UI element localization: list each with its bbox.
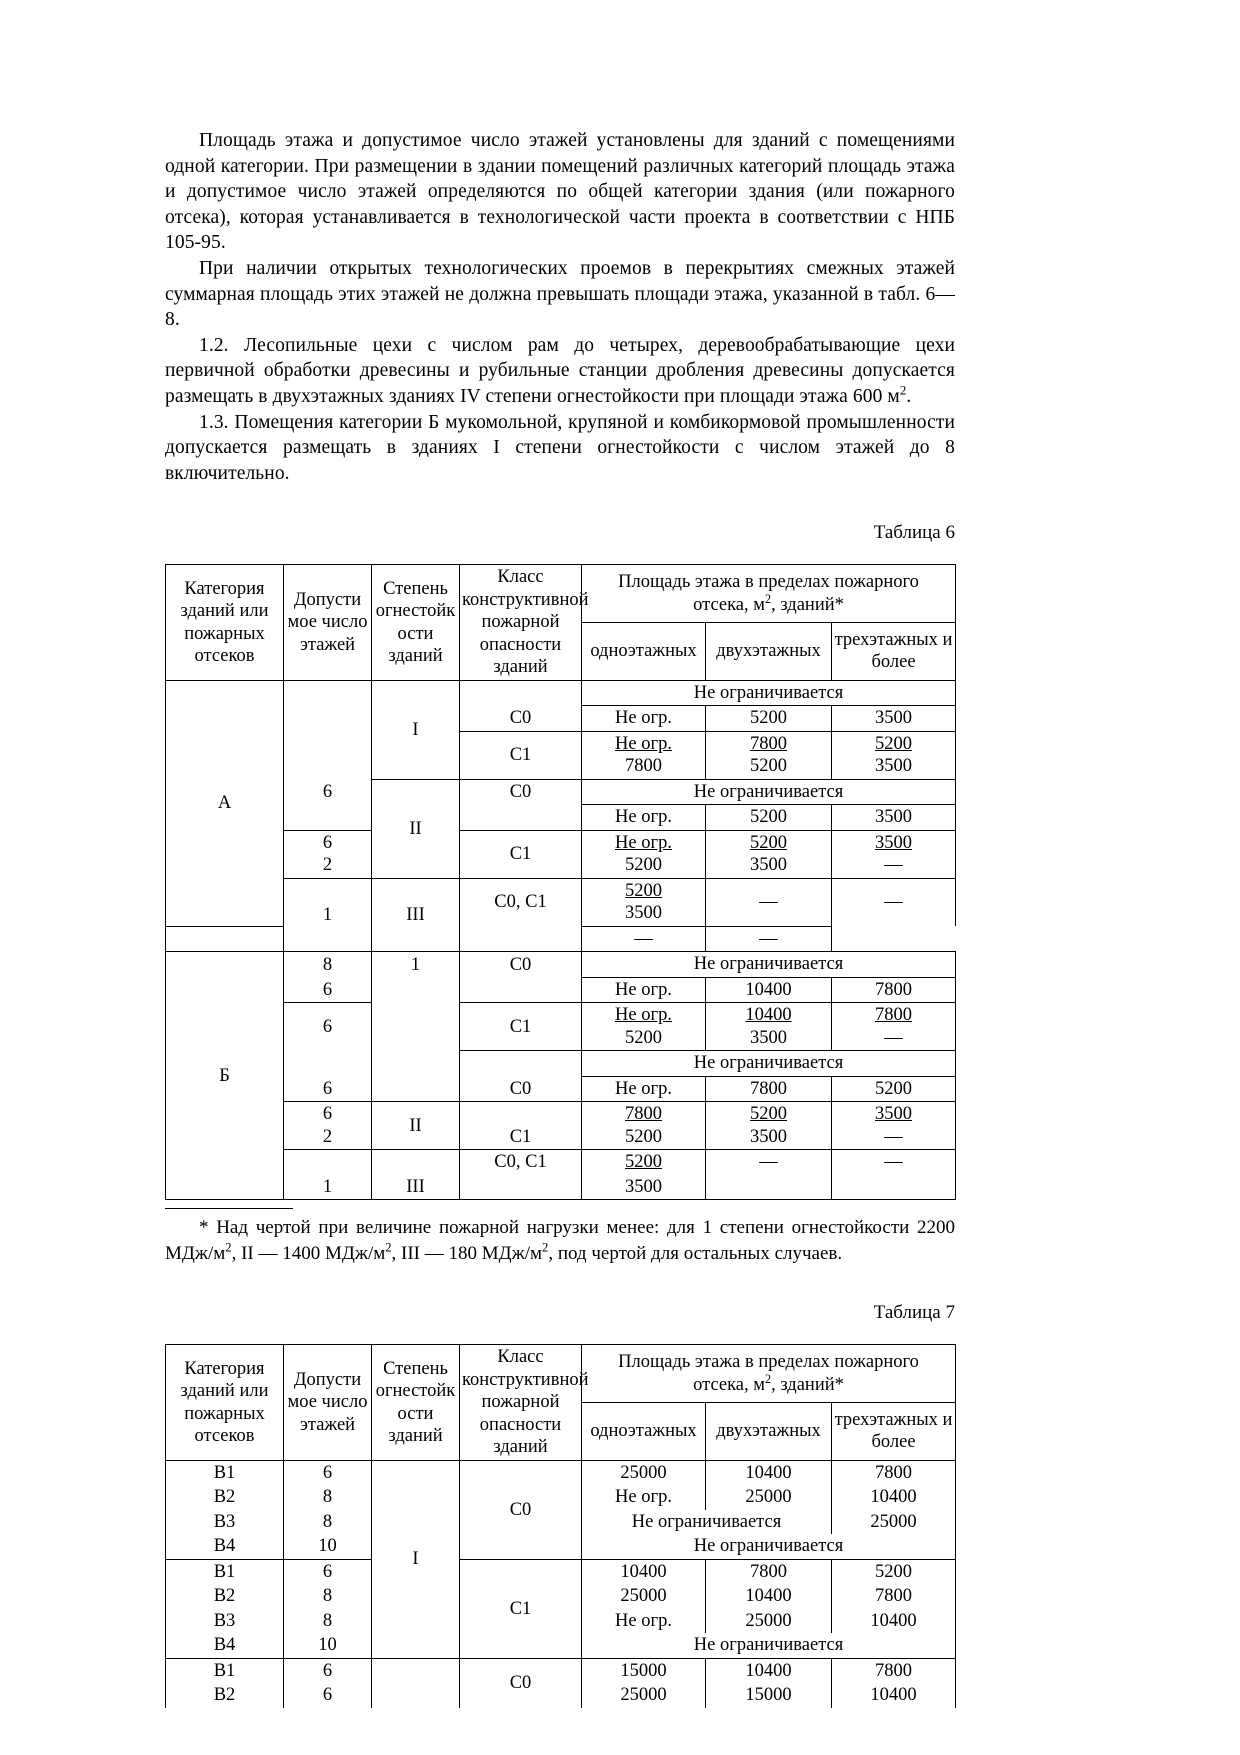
th-two-storey: двухэтажных — [706, 623, 832, 681]
table6-row-b-i-c1 — [166, 1003, 956, 1051]
table6-row-a-ii-c0-unl — [166, 779, 956, 805]
cell-b-ii-unlimited: Не ограничивается — [582, 1051, 956, 1077]
table6-row-b-ii-c0 — [166, 1076, 956, 1102]
cell-b-ii-c1-two-bot: 3500 — [750, 1126, 787, 1147]
paragraph-3 — [165, 333, 955, 410]
cell-a-i-c0: С0 — [460, 706, 582, 732]
t7-three-4: 5200 — [832, 1559, 956, 1584]
t7-floors-9: 6 — [284, 1683, 372, 1708]
cell-a-ii-unlimited: Не ограничивается — [582, 779, 956, 805]
cell-a-iii-one-top: 5200 — [625, 880, 662, 901]
cell-a-ii-c1-two-top: 5200 — [750, 832, 787, 853]
cell-b-ii-c1-one-top: 7800 — [625, 1104, 662, 1125]
cell-a-i-c0-three: 3500 — [832, 706, 956, 732]
cell-a-ii-c0-one: Не огр. — [582, 805, 706, 831]
cell-b-i-c0: С0 — [460, 952, 582, 978]
table6-row-b-ii-c1 — [166, 1102, 956, 1150]
t7-th-area-group — [582, 1345, 956, 1403]
cell-b-floors-1: 1 — [284, 1175, 372, 1200]
cell-a-ii-c1-three-top: 3500 — [875, 832, 912, 853]
t7-one-4: 10400 — [582, 1559, 706, 1584]
table6-row-b-iii-last — [166, 1175, 956, 1200]
cell-b-ii-c1-one-bot: 5200 — [625, 1126, 662, 1147]
footnote-sup-3: 2 — [542, 1240, 549, 1255]
t7-one-1: Не огр. — [582, 1485, 706, 1510]
paragraph-3-text: 1.2. Лесопильные цехи с числом рам до четырех, деревообрабатывающие цехи первичной обработки древесины и рубильные станции дробления древесины допускается размещать в двухэтажных зданиях IV степени огнестойкости при площади этажа 600 м — [165, 334, 955, 407]
paragraph-2: При наличии открытых технологических проемов в перекрытиях смежных этажей суммарная площадь этих этажей не должна превышать площади этажа, указанной в табл. 6—8. — [165, 257, 955, 331]
cell-a-ii-c1-three — [832, 830, 956, 878]
cell-b-floors-blank-2 — [284, 1150, 372, 1175]
t7-two-5: 10400 — [706, 1584, 832, 1609]
t7-th-area-post: , зданий* — [771, 1374, 844, 1395]
cell-a-i-c1-two-top: 7800 — [750, 733, 787, 754]
cell-a-ii-c1: С1 — [460, 830, 582, 878]
cell-b-floors-8: 8 — [284, 952, 372, 978]
cell-b-i-c1-two — [706, 1003, 832, 1051]
cell-b-ii-c1-one — [582, 1102, 706, 1150]
cell-a-iii-last-two: — — [582, 926, 706, 952]
table6-row-a-i-c1 — [166, 731, 956, 779]
cell-b-ii-c1-three-bot: — — [884, 1126, 903, 1147]
cell-a-ii-c1-two — [706, 830, 832, 878]
cell-a-i-c1-one-bot: 7800 — [625, 756, 662, 777]
t7-cat-8: В1 — [166, 1658, 284, 1683]
cell-b-ii-c1 — [460, 1102, 582, 1150]
cell-b-iii-one — [582, 1150, 706, 1175]
cell-a-i-c1-two-bot: 5200 — [750, 756, 787, 777]
cell-a-ii-c1-one-top: Не огр. — [615, 832, 672, 853]
cell-b-floors-2: 2 — [322, 1126, 333, 1147]
t7-floors-4: 6 — [284, 1559, 372, 1584]
cell-a-i-c0-blank — [460, 680, 582, 706]
t7-full-3: Не ограничивается — [582, 1534, 956, 1559]
cell-a-ii-c1-three-bot: — — [884, 855, 903, 876]
t7-th-one-storey: одноэтажных — [582, 1403, 706, 1461]
cell-b-ii-c0: С0 — [460, 1076, 582, 1102]
cell-b-i-unlimited: Не ограничивается — [582, 952, 956, 978]
table7-row-9 — [166, 1658, 956, 1683]
cell-a-degree-3: III — [372, 878, 460, 952]
cell-b-i-c0-three: 7800 — [832, 977, 956, 1003]
cell-b-floors-6a: 6 — [284, 977, 372, 1003]
t7-th-class: Класс конструктивной пожарной опасности зданий — [460, 1345, 582, 1461]
paragraph-3-tail: . — [906, 385, 912, 407]
table6-row-a-unlimited-1 — [166, 680, 956, 706]
cell-a-iii-last-one — [460, 926, 582, 952]
cell-b-i-c1-one-top: Не огр. — [615, 1005, 672, 1026]
cell-b-degree-3: III — [372, 1175, 460, 1200]
th-one-storey: одноэтажных — [582, 623, 706, 681]
t7-class-c0-2: С0 — [460, 1658, 582, 1708]
t7-floors-2: 8 — [284, 1510, 372, 1535]
cell-b-floors-62 — [284, 1102, 372, 1150]
cell-a-iii-three: — — [832, 878, 956, 926]
cell-a-iii-two: — — [706, 878, 832, 926]
th-area-sup: 2 — [764, 591, 772, 606]
t7-one-0: 25000 — [582, 1460, 706, 1485]
cell-b-floors-6b: 6 — [284, 1003, 372, 1051]
t7-cat-0: В1 — [166, 1460, 284, 1485]
cell-b-degree-1: 1 — [372, 952, 460, 978]
t7-three-5: 7800 — [832, 1584, 956, 1609]
cell-b-degree-2: II — [372, 1102, 460, 1150]
t7-floors-8: 6 — [284, 1658, 372, 1683]
t7-class-c1-1: С1 — [460, 1559, 582, 1658]
t7-th-fire-resistance: Степень огнестойк ости зданий — [372, 1345, 460, 1461]
cell-b-ii-c0-one: Не огр. — [582, 1076, 706, 1102]
cell-a-i-c1-one-top: Не огр. — [615, 733, 672, 754]
t7-three-8: 7800 — [832, 1658, 956, 1683]
table6-footnote — [165, 1215, 955, 1266]
cell-b-iii-last-three — [832, 1175, 956, 1200]
t7-cat-6: В3 — [166, 1609, 284, 1634]
cell-b-ii-c0-two: 7800 — [706, 1076, 832, 1102]
th-area-group-line1: Площадь этажа в пределах пожарного — [618, 572, 919, 593]
cell-a-floors-6a: 6 — [284, 779, 372, 805]
t7-th-two-storey: двухэтажных — [706, 1403, 832, 1461]
t7-th-three-storey: трехэтажных и более — [832, 1403, 956, 1461]
cell-a-floors-6b: 6 — [322, 832, 333, 853]
cell-b-floors-6d: 6 — [322, 1104, 333, 1125]
t7-th-area-sup: 2 — [764, 1371, 772, 1386]
footnote-separator-rule — [165, 1208, 293, 1209]
th-area-group — [582, 565, 956, 623]
cell-b-ii-c0-three: 5200 — [832, 1076, 956, 1102]
t7-three-9: 10400 — [832, 1683, 956, 1708]
cell-b-floors-6c: 6 — [284, 1076, 372, 1102]
t7-two-0: 10400 — [706, 1460, 832, 1485]
t7-two-4: 7800 — [706, 1559, 832, 1584]
cell-a-i-c1-three-top: 5200 — [875, 733, 912, 754]
cell-b-ii-c1-blank — [462, 1103, 579, 1126]
cell-a-ii-c0-two: 5200 — [706, 805, 832, 831]
table6-row-b-iii — [166, 1150, 956, 1175]
cell-a-floors-1: 1 — [284, 878, 372, 952]
cell-b-i-c1-two-bot: 3500 — [750, 1027, 787, 1048]
cell-b-i-c1-three-top: 7800 — [875, 1005, 912, 1026]
footnote-sup-1: 2 — [225, 1240, 232, 1255]
cell-category-b: Б — [166, 952, 284, 1200]
t7-degree-blank — [372, 1658, 460, 1708]
t7-class-c0-1: С0 — [460, 1460, 582, 1559]
cell-b-floors-blank-1 — [284, 1051, 372, 1077]
t7-three-6: 10400 — [832, 1609, 956, 1634]
cell-b-i-c1: С1 — [460, 1003, 582, 1051]
cell-a-ii-c0-three: 3500 — [832, 805, 956, 831]
t7-floors-5: 8 — [284, 1584, 372, 1609]
footnote-mid1: , II — 1400 МДж/м — [231, 1242, 386, 1264]
t7-span-2: Не ограничивается — [582, 1510, 832, 1535]
t7-degree-1: I — [372, 1460, 460, 1658]
t7-floors-1: 8 — [284, 1485, 372, 1510]
table6-row-a-iii — [166, 878, 956, 926]
cell-b-iii-three: — — [832, 1150, 956, 1175]
cell-b-iii-c0c1: С0, С1 — [460, 1150, 582, 1175]
cell-a-floors-blank-2 — [284, 731, 372, 779]
table6-row-b-ii-unl — [166, 1051, 956, 1077]
cell-b-iii-last-two — [706, 1175, 832, 1200]
cell-a-ii-c1-one — [582, 830, 706, 878]
table-6 — [165, 564, 956, 1200]
cell-b-i-c1-one — [582, 1003, 706, 1051]
cell-b-degree-1-cont — [372, 977, 460, 1102]
cell-b-ii-c1-label: С1 — [509, 1126, 532, 1147]
th-area-group-line2 — [584, 591, 953, 617]
cell-a-floors-blank — [284, 680, 372, 731]
table6-header-row-1 — [166, 565, 956, 623]
cell-a-i-c0-two: 5200 — [706, 706, 832, 732]
t7-cat-1: В2 — [166, 1485, 284, 1510]
t7-th-area-group-line1: Площадь этажа в пределах пожарного — [618, 1352, 919, 1373]
t7-cat-2: В3 — [166, 1510, 284, 1535]
t7-two-1: 25000 — [706, 1485, 832, 1510]
cell-b-ii-c1-two-top: 5200 — [750, 1104, 787, 1125]
th-class: Класс конструктивной пожарной опасности зданий — [460, 565, 582, 681]
cell-b-i-c0-one: Не огр. — [582, 977, 706, 1003]
cell-a-iii-one — [582, 878, 706, 926]
th-fire-resistance: Степень огнестойк ости зданий — [372, 565, 460, 681]
th-category: Категория зданий или пожарных отсеков — [166, 565, 284, 681]
cell-b-ii-c1-three — [832, 1102, 956, 1150]
page-body-column — [165, 128, 955, 1708]
cell-b-iii-one-bot: 3500 — [582, 1175, 706, 1200]
paragraph-3-superscript: 2 — [899, 383, 907, 398]
t7-floors-3: 10 — [284, 1534, 372, 1559]
cell-b-iii-one-top: 5200 — [625, 1152, 662, 1173]
cell-a-floors-62 — [284, 830, 372, 878]
th-area-post: , зданий* — [771, 594, 844, 615]
t7-three-0: 7800 — [832, 1460, 956, 1485]
footnote-post: , под чертой для остальных случаев. — [548, 1242, 843, 1264]
cell-a-i-unlimited: Не ограничивается — [582, 680, 956, 706]
paragraph-4: 1.3. Помещения категории Б мукомольной, крупяной и комбикормовой промышленности допускается размещать в зданиях I степени огнестойкости с числом этажей до 8 включительно. — [165, 411, 955, 484]
cell-a-ii-c0: С0 — [460, 779, 582, 805]
t7-cat-4: В1 — [166, 1559, 284, 1584]
cell-a-floors-blank-3 — [284, 805, 372, 831]
paragraph-1: Площадь этажа и допустимое число этажей установлены для зданий с помещениями одной категории. При размещении в здании помещений различных категорий площадь этажа и допустимое число этажей определяются по общей категории здания (или пожарного отсека), которая устанавливается в технологической части проекта в соответствии с НПБ 105-95. — [165, 130, 955, 254]
cell-b-ii-c0-blank-top — [460, 1051, 582, 1077]
cell-a-ii-c1-two-bot: 3500 — [750, 855, 787, 876]
t7-one-6: Не огр. — [582, 1609, 706, 1634]
cell-a-degree-1: I — [372, 680, 460, 779]
th-area-pre: отсека, м — [693, 594, 765, 615]
t7-full-7: Не ограничивается — [582, 1633, 956, 1658]
t7-th-floors: Допусти мое число этажей — [284, 1345, 372, 1461]
t7-three-2: 25000 — [832, 1510, 956, 1535]
cell-a-i-c1: С1 — [460, 731, 582, 779]
th-floors: Допусти мое число этажей — [284, 565, 372, 681]
t7-two-8: 10400 — [706, 1658, 832, 1683]
cell-a-ii-c0-blank — [460, 805, 582, 831]
cell-b-ii-c1-three-top: 3500 — [875, 1104, 912, 1125]
cell-b-i-c1-three — [832, 1003, 956, 1051]
table7-caption: Таблица 7 — [873, 1302, 955, 1324]
table7-row-5 — [166, 1559, 956, 1584]
table6-row-b-i-unl — [166, 952, 956, 978]
cell-a-i-c1-two — [706, 731, 832, 779]
footnote-pre: * Над чертой при величине пожарной нагрузки менее: для 1 степени огнестойкости 2200 МДж/м — [165, 1217, 955, 1264]
table-7 — [165, 1344, 956, 1708]
th-three-storey: трехэтажных и более — [832, 623, 956, 681]
cell-b-iii-two: — — [706, 1150, 832, 1175]
footnote-mid2: , III — 180 МДж/м — [391, 1242, 543, 1264]
cell-a-degree-2: II — [372, 779, 460, 878]
cell-a-floors-2: 2 — [322, 855, 333, 876]
t7-floors-6: 8 — [284, 1609, 372, 1634]
t7-cat-5: В2 — [166, 1584, 284, 1609]
cell-category-a: А — [166, 680, 284, 926]
t7-cat-7: В4 — [166, 1633, 284, 1658]
cell-b-ii-c1-two — [706, 1102, 832, 1150]
cell-b-i-c1-one-bot: 5200 — [625, 1027, 662, 1048]
t7-floors-0: 6 — [284, 1460, 372, 1485]
cell-a-i-c1-three-bot: 3500 — [875, 756, 912, 777]
cell-a-iii-c0c1: С0, С1 — [460, 878, 582, 926]
t7-one-8: 15000 — [582, 1658, 706, 1683]
t7-th-category: Категория зданий или пожарных отсеков — [166, 1345, 284, 1461]
t7-th-area-pre: отсека, м — [693, 1374, 765, 1395]
cell-b-iii-last-class — [460, 1175, 582, 1200]
t7-cat-9: В2 — [166, 1683, 284, 1708]
table7-row-1 — [166, 1460, 956, 1485]
cell-b-i-c0-blank — [460, 977, 582, 1003]
t7-two-9: 15000 — [706, 1683, 832, 1708]
table6-caption: Таблица 6 — [873, 522, 955, 544]
table7-header-row-1 — [166, 1345, 956, 1403]
t7-floors-7: 10 — [284, 1633, 372, 1658]
table6-row-a-ii-c1 — [166, 830, 956, 878]
t7-th-area-group-line2 — [584, 1371, 953, 1397]
cell-a-iii-one-bot: 3500 — [625, 903, 662, 924]
t7-one-5: 25000 — [582, 1584, 706, 1609]
table6-row-a-ii-c0 — [166, 805, 956, 831]
cell-b-i-c1-two-top: 10400 — [745, 1005, 792, 1026]
cell-b-i-c0-two: 10400 — [706, 977, 832, 1003]
table6-row-b-i-c0 — [166, 977, 956, 1003]
cell-a-i-c1-one — [582, 731, 706, 779]
cell-a-iii-last-three: — — [706, 926, 832, 952]
cell-a-iii-last-class — [166, 926, 284, 952]
t7-cat-3: В4 — [166, 1534, 284, 1559]
t7-one-9: 25000 — [582, 1683, 706, 1708]
footnote-sup-2: 2 — [385, 1240, 392, 1255]
cell-a-i-c0-one: Не огр. — [582, 706, 706, 732]
cell-b-i-c1-three-bot: — — [884, 1027, 903, 1048]
t7-two-6: 25000 — [706, 1609, 832, 1634]
t7-three-1: 10400 — [832, 1485, 956, 1510]
cell-a-ii-c1-one-bot: 5200 — [625, 855, 662, 876]
cell-b-degree-3-blank — [372, 1150, 460, 1175]
cell-a-i-c1-three — [832, 731, 956, 779]
